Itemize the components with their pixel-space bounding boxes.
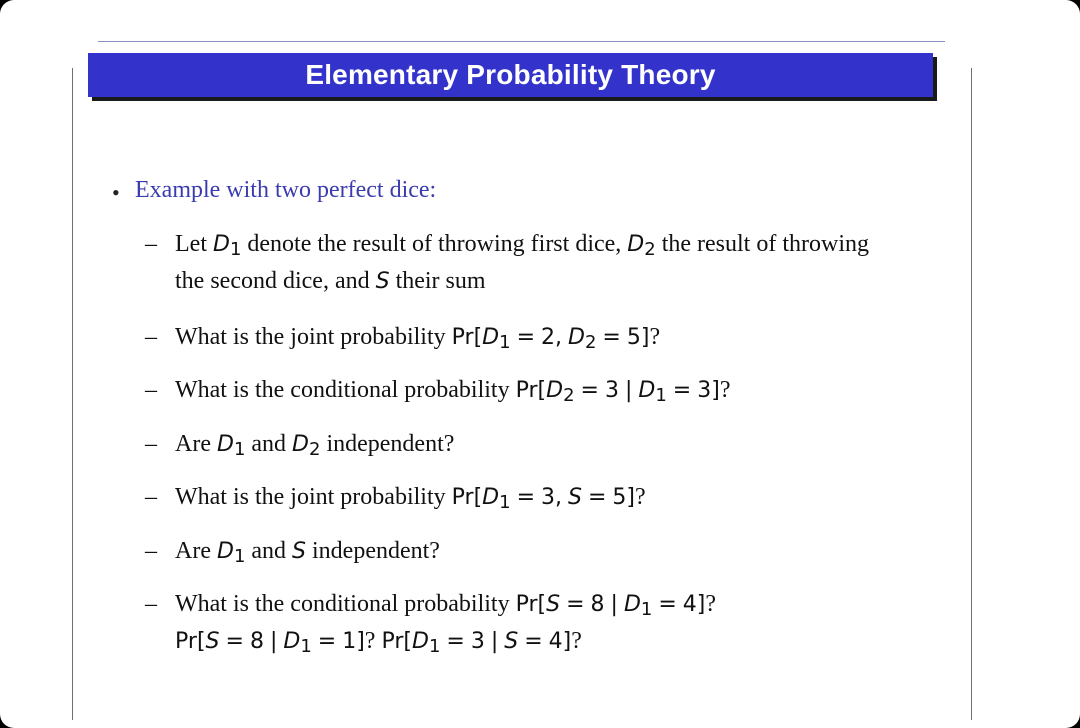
dash-marker: – xyxy=(145,484,157,510)
list-item-2: – What is the joint probability Pr[D1 = 2, D2 = 5]? xyxy=(145,324,661,353)
list-item-5: – What is the joint probability Pr[D1 = 3, S = 5]? xyxy=(145,484,646,513)
title-bar xyxy=(88,53,933,97)
dash-marker: – xyxy=(145,431,157,457)
bullet-marker: • xyxy=(112,180,120,205)
dash-marker: – xyxy=(145,324,157,350)
dash-marker: – xyxy=(145,591,157,617)
list-item-7: – What is the conditional probability Pr[S = 8 | D1 = 4]? xyxy=(145,591,717,620)
list-item-1-continuation: the second dice, and S their sum xyxy=(175,268,486,294)
list-item-1: – Let D1 denote the result of throwing first dice, D2 the result of throwing xyxy=(145,231,869,260)
slide-title: Elementary Probability Theory xyxy=(305,59,716,90)
list-item-4: – Are D1 and D2 independent? xyxy=(145,431,455,460)
dash-marker: – xyxy=(145,231,157,257)
list-item-3: – What is the conditional probability Pr[D2 = 3 | D1 = 3]? xyxy=(145,377,731,406)
list-item-6: – Are D1 and S independent? xyxy=(145,538,440,567)
list-item-7-continuation: Pr[S = 8 | D1 = 1]? Pr[D1 = 3 | S = 4]? xyxy=(175,628,582,657)
left-rule xyxy=(72,68,73,720)
dash-marker: – xyxy=(145,538,157,564)
dash-marker: – xyxy=(145,377,157,403)
right-rule xyxy=(971,68,972,720)
top-rule xyxy=(98,41,945,42)
bullet-heading: Example with two perfect dice: xyxy=(135,177,437,203)
